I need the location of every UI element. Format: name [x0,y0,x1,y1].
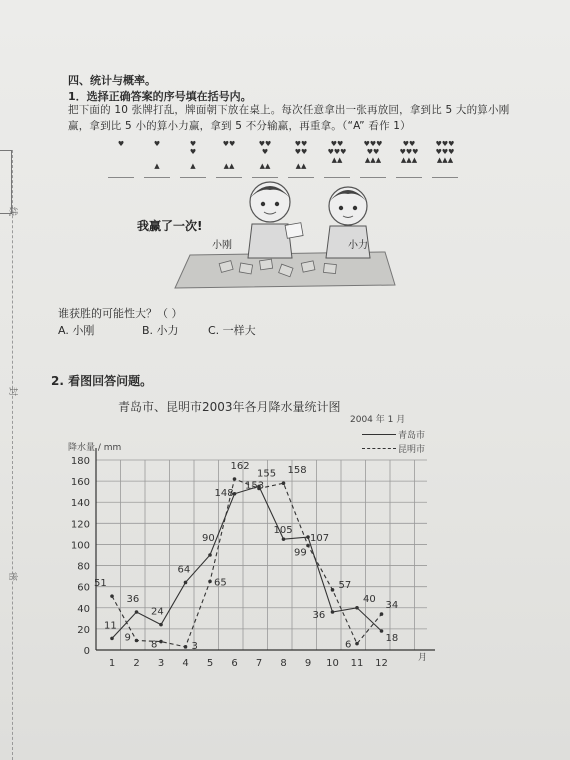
data-label-qingdao: 40 [363,593,376,605]
data-label-qingdao: 24 [151,606,164,618]
data-label-kunming: 8 [151,639,158,651]
data-point-kunming [184,645,188,649]
data-point-qingdao [110,637,114,641]
legend-label-qingdao: 青岛市 [398,431,426,441]
data-label-kunming: 65 [214,577,227,589]
data-point-kunming [306,544,310,548]
data-label-kunming: 99 [294,547,307,559]
y-tick-label: 100 [70,540,90,552]
question-2-title: 2. 看图回答问题。 [51,374,153,388]
data-label-kunming: 9 [124,632,131,644]
data-point-kunming [331,588,335,592]
name-right: 小力 [348,240,368,251]
data-point-kunming [110,594,114,598]
x-tick-label: 2 [133,658,140,669]
data-point-qingdao [208,553,212,557]
x-tick-label: 4 [182,658,189,669]
data-label-qingdao: 18 [385,633,399,644]
data-point-kunming [380,612,384,616]
x-tick-label: 3 [157,658,165,669]
data-label-qingdao: 148 [214,487,234,499]
name-left: 小刚 [212,240,232,251]
speech-text: 我赢了一次! [137,219,203,233]
chart-title: 青岛市、昆明市2003年各月降水量统计图 [118,400,341,414]
chart-date: 2004 年 1 月 [350,415,406,425]
section-title: 四、统计与概率。 [68,74,156,87]
x-tick-label: 12 [375,658,388,669]
margin-char-seal: 封 [7,386,18,397]
margin-char-line: 线 [7,206,18,217]
data-point-qingdao [184,581,188,585]
y-tick-label: 20 [77,624,90,636]
margin-char-secret: 密 [7,571,18,582]
data-label-kunming: 57 [338,579,352,591]
x-tick-label: 6 [231,658,238,669]
data-point-qingdao [380,629,384,633]
data-label-qingdao: 155 [257,468,277,480]
card-5: ♥♥ ♥ ▲▲ [252,140,278,178]
x-tick-label: 7 [255,658,263,669]
card-9: ♥♥ ♥♥♥ ▲▲▲ [396,140,422,178]
data-point-qingdao [282,537,286,541]
data-label-qingdao: 11 [104,620,117,632]
x-axis-label: 月 [418,653,428,663]
y-tick-label: 0 [83,646,90,657]
card-10: ♥♥♥ ♥♥♥ ▲▲▲ [432,140,458,178]
data-point-kunming [208,580,212,584]
question-1-ask: 谁获胜的可能性大？（ ） [58,307,183,320]
data-label-qingdao: 36 [312,610,326,621]
x-tick-label: 5 [206,658,214,669]
data-point-kunming [159,640,163,644]
card-2: ♥ ▲ [144,140,170,178]
card-6: ♥♥ ♥♥ ▲▲ [288,140,314,178]
option-c: C. 一样大 [208,324,256,337]
y-tick-label: 120 [70,519,90,531]
legend-label-kunming: 昆明市 [398,445,426,455]
option-b: B. 小力 [142,324,179,337]
y-tick-label: 80 [77,561,90,573]
data-label-kunming: 34 [385,600,399,612]
card-4: ♥♥ ▲▲ [216,140,242,178]
x-tick-label: 11 [350,658,364,669]
data-label-kunming: 153 [245,480,265,492]
y-tick-label: 60 [77,582,90,594]
data-point-qingdao [159,623,163,627]
y-tick-label: 180 [70,456,90,467]
question-1-text: 把下面的 10 张牌打乱，牌面朝下放在桌上。每次任意拿出一张再放回，拿到比 5 大的算小刚赢，拿到比 5 小的算小力赢，拿到 5 不分输赢，再重拿。（“A” 看作 1） [68,104,510,132]
x-tick-label: 1 [108,658,116,669]
y-tick-label: 40 [77,603,90,615]
data-label-qingdao: 36 [126,594,140,605]
data-point-kunming [233,477,237,481]
question-1-title: 1．选择正确答案的序号填在括号内。 [68,90,252,103]
data-point-kunming [282,481,286,485]
data-label-kunming: 6 [345,639,352,651]
option-a: A. 小刚 [58,324,95,337]
data-label-kunming: 158 [287,465,307,477]
data-label-qingdao: 64 [177,564,191,576]
data-label-kunming: 51 [94,578,107,590]
card-8: ♥♥♥ ♥♥ ▲▲▲ [360,140,386,178]
data-label-qingdao: 90 [202,533,215,544]
data-point-qingdao [135,610,139,614]
data-label-kunming: 3 [191,640,198,652]
x-tick-label: 9 [304,658,312,669]
x-tick-label: 10 [326,658,339,669]
data-label-kunming: 162 [230,461,250,472]
data-point-kunming [135,639,139,643]
y-tick-label: 140 [70,498,90,510]
data-label-qingdao: 107 [310,533,330,545]
card-7: ♥♥ ♥♥♥ ▲▲ [324,140,350,178]
card-3: ♥ ♥ ▲ [180,140,206,178]
y-tick-label: 160 [70,477,90,489]
data-point-qingdao [355,606,359,610]
x-tick-label: 8 [280,658,287,669]
y-axis-label: 降水量 / mm [68,443,122,453]
data-point-kunming [355,642,359,646]
card-1: ♥ [108,140,134,178]
data-point-qingdao [331,610,335,614]
data-label-qingdao: 105 [273,525,293,537]
